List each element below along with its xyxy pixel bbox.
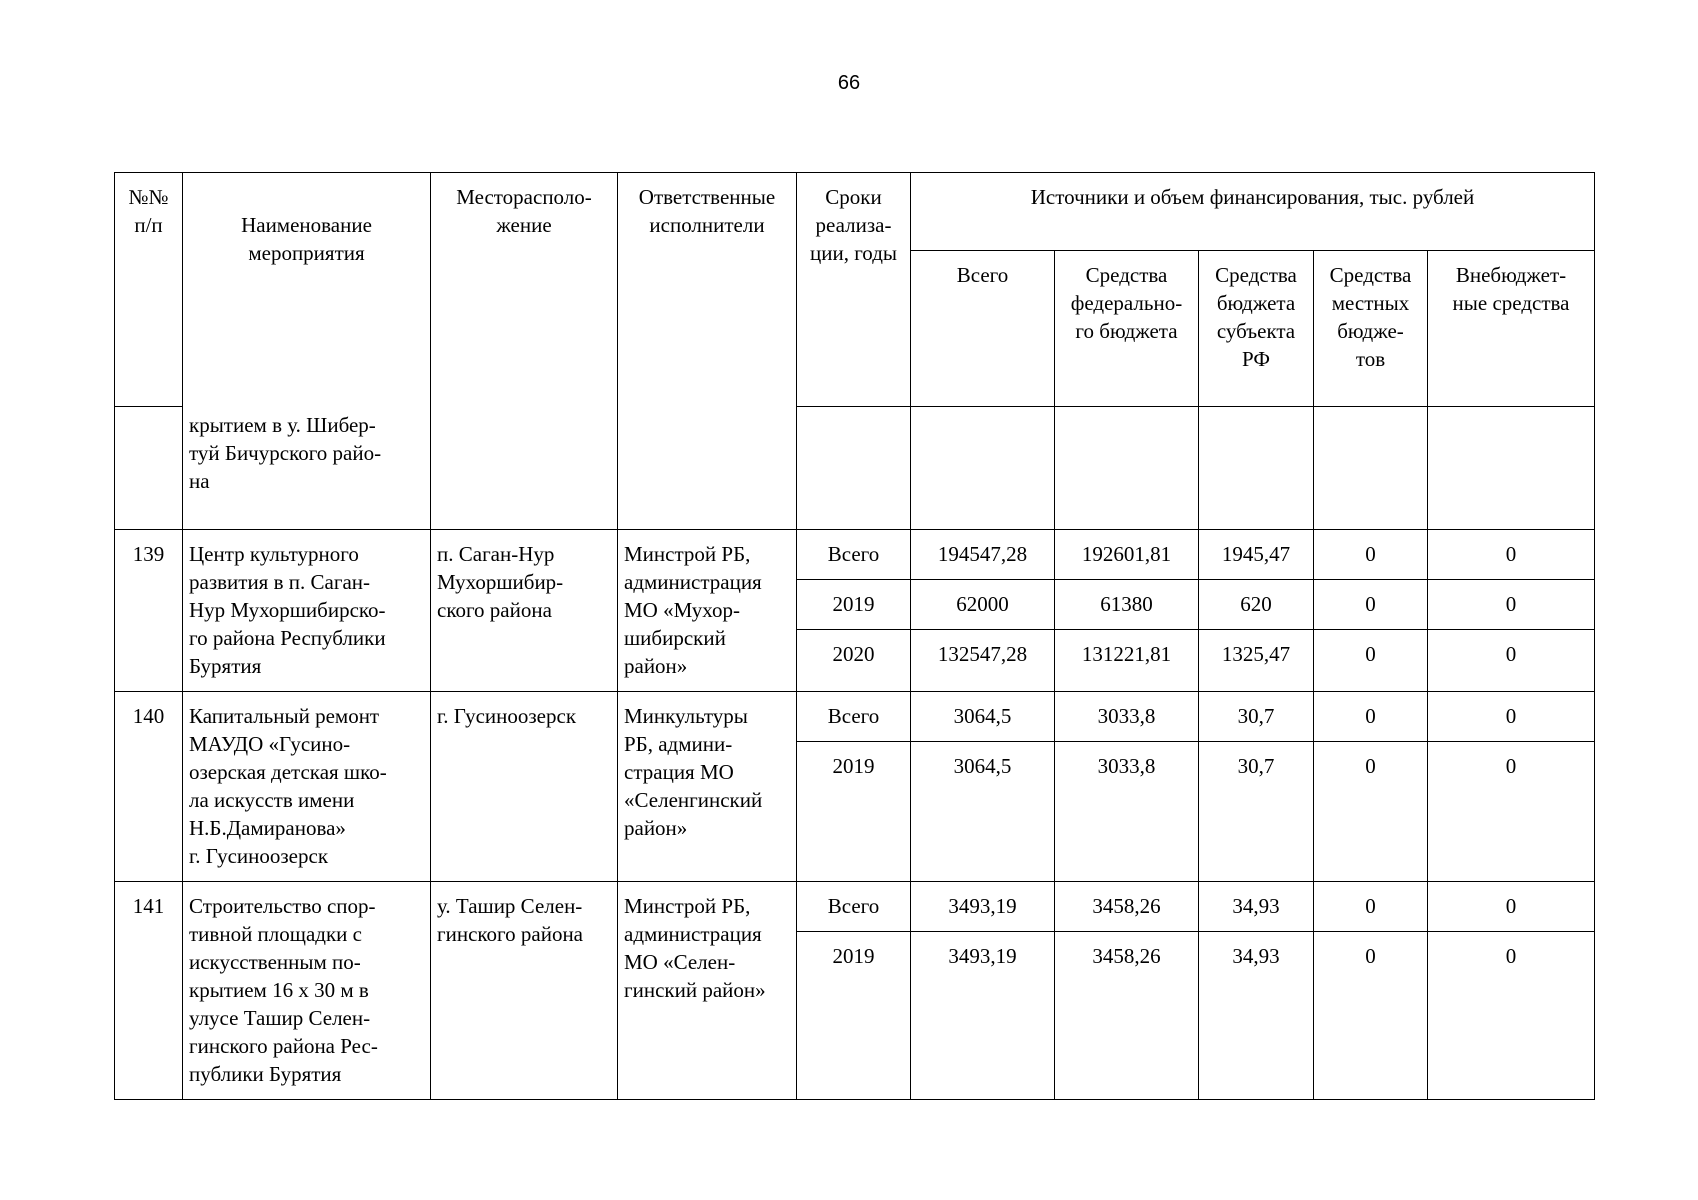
row-subject: 30,7 (1199, 742, 1314, 882)
row-subject: 34,93 (1199, 882, 1314, 932)
cont-extra (1428, 406, 1595, 529)
row-subject: 30,7 (1199, 692, 1314, 742)
row-federal: 3458,26 (1055, 882, 1199, 932)
row-extra: 0 (1428, 742, 1595, 882)
row-period: Всего (797, 882, 911, 932)
table-row (115, 882, 1595, 932)
row-period: 2019 (797, 742, 911, 882)
header-local: Средства местных бюдже- тов (1314, 250, 1428, 406)
header-total: Всего (911, 250, 1055, 406)
row-local: 0 (1314, 630, 1428, 692)
cont-local (1314, 406, 1428, 529)
row-subject: 1325,47 (1199, 630, 1314, 692)
cont-total (911, 406, 1055, 529)
header-funding: Источники и объем финансирования, тыс. рублей (911, 173, 1595, 251)
header-subject: Средства бюджета субъекта РФ (1199, 250, 1314, 406)
row-num: 139 (115, 530, 183, 692)
row-local: 0 (1314, 882, 1428, 932)
table-row (115, 692, 1595, 742)
header-name: Наименование мероприятия (241, 213, 372, 265)
header-location: Месторасполо- жение (431, 173, 618, 530)
row-federal: 3458,26 (1055, 932, 1199, 1100)
header-num: №№ п/п (115, 173, 183, 407)
row-name: Строительство спор- тивной площадки с искусственным по- крытием 16 х 30 м в улусе Ташир Селен- гинского района Рес- публики Бурятия (183, 882, 431, 1100)
row-period: 2019 (797, 580, 911, 630)
row-period: Всего (797, 530, 911, 580)
row-total: 194547,28 (911, 530, 1055, 580)
row-num: 141 (115, 882, 183, 1100)
row-local: 0 (1314, 932, 1428, 1100)
row-federal: 3033,8 (1055, 742, 1199, 882)
row-local: 0 (1314, 530, 1428, 580)
row-period: Всего (797, 692, 911, 742)
row-executors: Минстрой РБ, администрация МО «Мухор- шибирский район» (618, 530, 797, 692)
header-period: Сроки реализа- ции, годы (797, 173, 911, 407)
row-location: у. Ташир Селен- гинского района (431, 882, 618, 1100)
row-subject: 34,93 (1199, 932, 1314, 1100)
row-federal: 3033,8 (1055, 692, 1199, 742)
row-total: 62000 (911, 580, 1055, 630)
row-extra: 0 (1428, 630, 1595, 692)
row-name: Центр культурного развития в п. Саган- Нур Мухоршибирско- го района Республики Бурятия (183, 530, 431, 692)
continuation-text: крытием в у. Шибер- туй Бичурского райо- на (189, 413, 382, 493)
row-executors: Минкультуры РБ, админи- страция МО «Селенгинский район» (618, 692, 797, 882)
row-extra: 0 (1428, 530, 1595, 580)
row-total: 132547,28 (911, 630, 1055, 692)
row-total: 3064,5 (911, 692, 1055, 742)
row-total: 3493,19 (911, 932, 1055, 1100)
row-subject: 1945,47 (1199, 530, 1314, 580)
row-location: г. Гусиноозерск (431, 692, 618, 882)
row-federal: 192601,81 (1055, 530, 1199, 580)
funding-table (114, 172, 1595, 1100)
header-extra: Внебюджет- ные средства (1428, 250, 1595, 406)
page-number: 66 (837, 72, 861, 94)
row-period: 2019 (797, 932, 911, 1100)
row-subject: 620 (1199, 580, 1314, 630)
cont-num (115, 406, 183, 529)
row-federal: 61380 (1055, 580, 1199, 630)
row-local: 0 (1314, 742, 1428, 882)
header-federal: Средства федерально- го бюджета (1055, 250, 1199, 406)
row-local: 0 (1314, 580, 1428, 630)
row-num: 140 (115, 692, 183, 882)
table-row (115, 530, 1595, 580)
row-extra: 0 (1428, 580, 1595, 630)
row-extra: 0 (1428, 882, 1595, 932)
row-extra: 0 (1428, 932, 1595, 1100)
cont-subject (1199, 406, 1314, 529)
cont-period (797, 406, 911, 529)
row-name: Капитальный ремонт МАУДО «Гусино- озерская детская шко- ла искусств имени Н.Б.Дамиранова» г. Гусиноозерск (183, 692, 431, 882)
row-extra: 0 (1428, 692, 1595, 742)
row-total: 3493,19 (911, 882, 1055, 932)
header-executors: Ответственные исполнители (618, 173, 797, 530)
row-executors: Минстрой РБ, администрация МО «Селен- гинский район» (618, 882, 797, 1100)
row-local: 0 (1314, 692, 1428, 742)
header-name-cell (183, 173, 431, 530)
header-row-1 (115, 173, 1595, 251)
cont-federal (1055, 406, 1199, 529)
row-federal: 131221,81 (1055, 630, 1199, 692)
row-total: 3064,5 (911, 742, 1055, 882)
row-period: 2020 (797, 630, 911, 692)
row-location: п. Саган-Нур Мухоршибир- ского района (431, 530, 618, 692)
